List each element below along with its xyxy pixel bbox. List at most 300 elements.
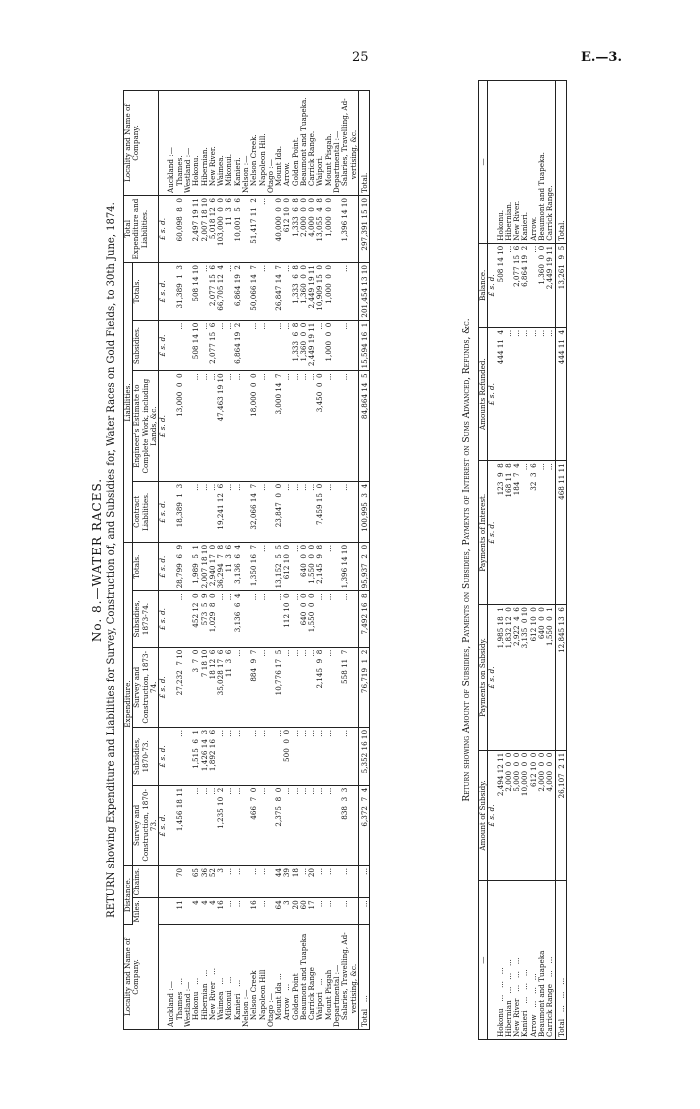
value-cell: 1,550 0 1 — [546, 605, 555, 751]
value-cell: ... — [325, 481, 333, 542]
col-header: Subsidies. — [133, 320, 159, 371]
table1-title: RETURN showing Expenditure and Liabilities for Survey, Construction of, and Subsidies for, Water Races on Gold Fields, to 30th June, 1874. — [106, 202, 117, 918]
value-cell: 4 — [192, 898, 200, 925]
value-cell: ... — [300, 647, 308, 727]
value-cell: 2,449 19 11 — [546, 243, 555, 327]
table2-title: Return showing Amount of Subsidies, Payments on Subsidies, Payments of Interest on Sums Advanced, Refunds, &c. — [462, 318, 472, 802]
col-header: — — [479, 881, 488, 1040]
value-cell: ... — [234, 371, 242, 481]
value-cell: 18,000 0 0 — [250, 371, 258, 481]
value-cell: 184 7 4 — [513, 461, 521, 605]
value-cell: ... — [275, 320, 283, 371]
value-cell: 1,235 10 2 — [217, 785, 225, 865]
value-cell: ... — [283, 320, 291, 371]
currency-label: £ s. d. — [488, 327, 497, 460]
locality-cell: Mount Pisgah — [323, 969, 333, 1027]
value-cell: ... — [225, 371, 233, 481]
value-cell: ... — [209, 481, 217, 542]
col-header: Subsidies, 1870-73. — [133, 727, 159, 785]
value-cell: 466 7 0 — [250, 785, 258, 865]
value-cell: ... — [201, 785, 209, 865]
value-cell: 884 9 7 — [250, 647, 258, 727]
locality-cell: Total ... ... ... — [555, 881, 566, 1040]
locality-cell: Nelson :— — [240, 989, 250, 1027]
value-cell: 3,450 0 0 — [316, 371, 324, 481]
value-cell: 838 3 3 — [341, 785, 358, 865]
value-cell: ... — [316, 320, 324, 371]
section-title: No. 8.—WATER RACES. — [90, 477, 104, 643]
value-cell: 444 11 4 — [555, 327, 566, 460]
value-cell: 11 3 6 — [225, 542, 233, 590]
value-cell: 2,007 18 10 — [201, 196, 209, 263]
currency-label: £ s. d. — [159, 263, 168, 321]
value-cell: ... — [300, 865, 308, 897]
value-cell: ... — [538, 327, 546, 460]
value-cell: ... — [234, 647, 242, 727]
locality-cell-right: Hokonu. — [497, 81, 505, 244]
value-cell: 51,417 11 2 — [250, 196, 258, 263]
value-cell: ... — [225, 263, 233, 321]
value-cell: ... — [217, 591, 225, 647]
value-cell: ... — [530, 327, 538, 460]
value-cell: ... — [225, 898, 233, 925]
value-cell: 1,396 14 10 — [341, 196, 358, 263]
value-cell: 6,372 7 4 — [358, 785, 369, 865]
value-cell: ... — [234, 727, 242, 785]
value-cell: 1,550 0 0 — [308, 591, 316, 647]
locality-cell: Kanieri ... — [232, 979, 242, 1027]
value-cell: 103,000 0 0 — [217, 196, 225, 263]
value-cell: ... — [283, 481, 291, 542]
value-cell: 1,000 0 0 — [325, 263, 333, 321]
value-cell: ... — [521, 327, 529, 460]
locality-cell-right: Otago :— — [267, 91, 275, 196]
value-cell: 444 11 4 — [497, 327, 505, 460]
value-cell: 11 3 6 — [225, 196, 233, 263]
group-distance: Distance. — [124, 865, 133, 924]
value-cell: ... — [225, 481, 233, 542]
value-cell: 2,077 15 6 — [513, 243, 521, 327]
value-cell: 39 — [283, 865, 291, 897]
locality-cell-right: Westland :— — [184, 91, 192, 196]
value-cell: 12,845 13 6 — [555, 605, 566, 751]
locality-cell: Hibernian ... — [199, 969, 209, 1027]
value-cell: 2,497 19 11 — [192, 196, 200, 263]
value-cell: ... — [234, 481, 242, 542]
value-cell: ... — [300, 371, 308, 481]
locality-cell: Hokonu ... ... ... — [495, 967, 505, 1037]
value-cell: ... — [341, 481, 358, 542]
value-cell: 2,375 8 0 — [275, 785, 283, 865]
value-cell: ... — [259, 898, 267, 925]
value-cell: 1,333 6 8 — [292, 263, 300, 321]
locality-cell-right: Total. — [555, 81, 566, 244]
value-cell: ... — [259, 591, 267, 647]
value-cell: 2,449 19 11 — [308, 263, 316, 321]
value-cell: ... — [530, 243, 538, 327]
value-cell: 13,000 0 0 — [176, 371, 184, 481]
value-cell: 1,515 6 1 — [192, 727, 200, 785]
locality-cell-right: Golden Point. — [292, 91, 300, 196]
value-cell: 36 — [201, 865, 209, 897]
value-cell: 18 — [292, 865, 300, 897]
value-cell: ... — [225, 320, 233, 371]
value-cell — [184, 371, 192, 481]
currency-row — [159, 91, 168, 1030]
locality-cell-right: Waimea. — [217, 91, 225, 196]
value-cell: 15,594 16 1 — [358, 320, 369, 371]
value-cell: ... — [192, 371, 200, 481]
locality-cell-right: Auckland :— — [167, 91, 175, 196]
value-cell: ... — [316, 898, 324, 925]
currency-label: £ s. d. — [159, 481, 168, 542]
col-header: Balance. — [479, 243, 488, 327]
value-cell: ... — [259, 785, 267, 865]
locality-cell-right: Beaumont and Tuapeka. — [538, 81, 546, 244]
value-cell — [333, 371, 341, 481]
value-cell: 640 0 0 — [300, 542, 308, 590]
value-cell: ... — [300, 727, 308, 785]
locality-cell: Mount Ida ... — [274, 973, 284, 1027]
value-cell: 6,864 19 2 — [234, 263, 242, 321]
value-cell: ... — [225, 727, 233, 785]
value-cell: ... — [341, 371, 358, 481]
value-cell: 7 18 10 — [201, 647, 209, 727]
value-cell: 10,776 17 5 — [275, 647, 283, 727]
locality-cell: Nelson Creek — [249, 970, 259, 1027]
locality-cell-right: Arrow. — [530, 81, 538, 244]
value-cell: ... — [316, 591, 324, 647]
value-cell: ... — [538, 461, 546, 605]
value-cell: ... — [308, 647, 316, 727]
col-header: Survey and Construction, 1873-74. — [133, 647, 159, 727]
col-header: Totals. — [133, 263, 159, 321]
value-cell: ... — [201, 481, 209, 542]
value-cell: ... — [250, 591, 258, 647]
value-cell: ... — [201, 320, 209, 371]
locality-cell-right: Hibernian. — [201, 91, 209, 196]
table-row — [259, 91, 267, 1030]
value-cell: 18 12 6 — [209, 647, 217, 727]
value-cell: 64 — [275, 898, 283, 925]
table-row — [325, 91, 333, 1030]
value-cell: ... — [292, 591, 300, 647]
locality-cell: Carrick Range — [307, 967, 317, 1027]
value-cell: ... — [292, 481, 300, 542]
locality-cell-right: Mikonui. — [225, 91, 233, 196]
value-cell: ... — [308, 481, 316, 542]
value-cell: ... — [201, 371, 209, 481]
value-cell: 2,000 0 0 — [538, 750, 546, 881]
value-cell: 4 — [209, 898, 217, 925]
value-cell: 2,007 18 10 — [201, 542, 209, 590]
currency-label: £ s. d. — [488, 750, 497, 881]
group-liabilities: Liabilities. — [124, 263, 133, 543]
value-cell: 612 10 0 — [530, 605, 538, 751]
value-cell: ... — [316, 785, 324, 865]
value-cell: 60 — [300, 898, 308, 925]
value-cell: 1,360 0 0 — [300, 320, 308, 371]
subsidies-payments-table — [478, 80, 567, 1040]
value-cell: 13,261 9 5 — [555, 243, 566, 327]
value-cell: ... — [176, 320, 184, 371]
value-cell: 4,000 0 0 — [546, 750, 555, 881]
value-cell: 2,000 0 0 — [300, 196, 308, 263]
value-cell: ... — [259, 371, 267, 481]
value-cell: 4 — [201, 898, 209, 925]
value-cell: ... — [259, 542, 267, 590]
locality-cell-right: Hokonu. — [192, 91, 200, 196]
value-cell: ... — [308, 785, 316, 865]
value-cell: 47,463 19 10 — [217, 371, 225, 481]
value-cell: 3,136 6 4 — [234, 591, 242, 647]
value-cell: 612 10 0 — [283, 196, 291, 263]
locality-cell-right: Carrick Range. — [308, 91, 316, 196]
value-cell: ... — [341, 865, 358, 897]
locality-cell-right: Nelson Creek. — [250, 91, 258, 196]
value-cell: 95,937 2 0 — [358, 542, 369, 590]
value-cell: 297,391 15 10 — [358, 196, 369, 263]
locality-cell: Auckland :— — [166, 981, 176, 1027]
locality-cell-right: Nelson :— — [242, 91, 250, 196]
locality-cell-right: Arrow. — [283, 91, 291, 196]
value-cell: ... — [283, 647, 291, 727]
value-cell: ... — [341, 263, 358, 321]
currency-label: £ s. d. — [159, 727, 168, 785]
value-cell: ... — [316, 865, 324, 897]
locality-cell: Otago :— — [265, 993, 275, 1027]
col-header: Amount of Subsidy. — [479, 750, 488, 881]
col-header: — — [479, 81, 488, 244]
col-header: Payments of Interest. — [479, 461, 488, 605]
value-cell: 26,847 14 7 — [275, 263, 283, 321]
locality-cell: Arrow ... — [282, 983, 292, 1027]
locality-cell: Napoleon Hill — [257, 969, 267, 1027]
value-cell: ... — [250, 320, 258, 371]
value-cell: ... — [341, 898, 358, 925]
value-cell: ... — [259, 263, 267, 321]
value-cell: 66,705 12 4 — [217, 263, 225, 321]
group-expenditure: Expenditure. — [124, 542, 133, 865]
value-cell: 2,145 9 8 — [316, 542, 324, 590]
locality-cell: New River ... — [207, 967, 217, 1027]
value-cell: 508 14 10 — [497, 243, 505, 327]
value-cell: ... — [292, 371, 300, 481]
value-cell: ... — [259, 320, 267, 371]
value-cell: 7,459 15 0 — [316, 481, 324, 542]
value-cell: 7,492 16 8 — [358, 591, 369, 647]
value-cell: 60,098 8 0 — [176, 196, 184, 263]
table-row — [546, 81, 555, 1040]
locality-cell-right: Napoleon Hill. — [259, 91, 267, 196]
value-cell: 1,333 6 8 — [292, 320, 300, 371]
value-cell: ... — [300, 481, 308, 542]
currency-label: £ s. d. — [488, 243, 497, 327]
value-cell: ... — [292, 785, 300, 865]
value-cell: ... — [505, 243, 513, 327]
value-cell: ... — [325, 785, 333, 865]
value-cell: ... — [358, 865, 369, 897]
col-header: Payments on Subsidy. — [479, 605, 488, 751]
value-cell: ... — [234, 785, 242, 865]
col-header: Engineer's Estimate to Complete Work, including Lands, &c. — [133, 371, 159, 481]
value-cell: 50,066 14 7 — [250, 263, 258, 321]
value-cell: ... — [325, 647, 333, 727]
value-cell: ... — [283, 371, 291, 481]
locality-cell: Beaumont and Tuapeka — [536, 950, 546, 1037]
value-cell: ... — [259, 647, 267, 727]
col-total-exp-liab: Total Expenditure and Liabilities. — [124, 196, 159, 263]
value-cell: 19,241 12 6 — [217, 481, 225, 542]
value-cell: ... — [176, 591, 184, 647]
value-cell: 31,389 1 3 — [176, 263, 184, 321]
value-cell: 573 5 9 — [201, 591, 209, 647]
value-cell: ... — [325, 865, 333, 897]
value-cell: 6,864 19 2 — [234, 320, 242, 371]
value-cell: ... — [217, 320, 225, 371]
value-cell: 1,426 14 3 — [201, 727, 209, 785]
locality-cell-right: Kanieri. — [234, 91, 242, 196]
col-header: Amounts Refunded. — [479, 327, 488, 460]
col-locality-right: Locality and Name of Company. — [124, 91, 159, 196]
value-cell: 640 0 0 — [538, 605, 546, 751]
value-cell: 1,396 14 10 — [341, 542, 358, 590]
value-cell: 10,000 0 0 — [521, 750, 529, 881]
locality-cell: Salaries, Travelling, Ad- vertising, &c. — [340, 932, 358, 1021]
locality-cell-right: Mount Ida. — [275, 91, 283, 196]
subsidies-table-block — [462, 80, 567, 1040]
value-cell: ... — [513, 327, 521, 460]
locality-cell-right: Waipori. — [316, 91, 324, 196]
locality-cell-right: Departmental :— — [333, 91, 341, 196]
value-cell: 52 — [209, 865, 217, 897]
value-cell: 1,985 18 1 — [497, 605, 505, 751]
value-cell: 10,909 15 0 — [316, 263, 324, 321]
table-row — [250, 91, 258, 1030]
page-reference: E.—3. — [580, 50, 622, 65]
locality-cell: Hibernian ... ... ... — [503, 959, 513, 1037]
value-cell: 2,077 15 6 — [209, 263, 217, 321]
table-row — [358, 91, 369, 1030]
value-cell: ... — [176, 727, 184, 785]
value-cell: ... — [275, 591, 283, 647]
value-cell: ... — [225, 591, 233, 647]
value-cell: ... — [316, 727, 324, 785]
value-cell: 2,000 0 0 — [505, 750, 513, 881]
value-cell: 3,135 0 10 — [521, 605, 529, 751]
value-cell: 2,145 9 8 — [316, 647, 324, 727]
value-cell: ... — [325, 591, 333, 647]
currency-label: £ s. d. — [159, 647, 168, 727]
value-cell: 16 — [217, 898, 225, 925]
value-cell: 1,456 18 11 — [176, 785, 184, 865]
value-cell: ... — [292, 727, 300, 785]
value-cell: ... — [275, 727, 283, 785]
value-cell: 20 — [308, 865, 316, 897]
value-cell: ... — [341, 727, 358, 785]
col-header: Subsidies, 1873-74. — [133, 591, 159, 647]
value-cell: ... — [546, 461, 555, 605]
value-cell: 32 3 6 — [530, 461, 538, 605]
value-cell: 2,077 15 6 — [209, 320, 217, 371]
value-cell: 1,000 0 0 — [325, 320, 333, 371]
value-cell: 112 10 0 — [283, 591, 291, 647]
value-cell: ... — [292, 647, 300, 727]
value-cell: ... — [234, 865, 242, 897]
value-cell: 1,989 5 1 — [192, 542, 200, 590]
value-cell: 3,000 14 7 — [275, 371, 283, 481]
value-cell: 10,001 5 6 — [234, 196, 242, 263]
col-header: Survey and Construction, 1870-73. — [133, 785, 159, 865]
value-cell: ... — [341, 591, 358, 647]
value-cell: 508 14 10 — [192, 320, 200, 371]
locality-cell-right: Salaries, Travelling, Ad- vertising, &c. — [341, 91, 358, 196]
value-cell: 27,232 7 10 — [176, 647, 184, 727]
value-cell: 6,864 19 2 — [521, 243, 529, 327]
currency-label: £ s. d. — [159, 785, 168, 865]
value-cell: 612 10 0 — [283, 542, 291, 590]
value-cell: 3 7 0 — [192, 647, 200, 727]
table-row — [176, 91, 184, 1030]
page-number: 25 — [352, 50, 369, 65]
value-cell: 5,352 16 10 — [358, 727, 369, 785]
expenditure-table-block — [90, 90, 370, 1030]
locality-cell: Carrick Range ... ... — [545, 956, 555, 1037]
locality-cell: Beaumont and Tuapeka — [298, 933, 308, 1027]
value-cell: ... — [292, 542, 300, 590]
col-header: Contract Liabilities. — [133, 481, 159, 542]
locality-cell: Arrow ... ... ... — [528, 973, 538, 1037]
value-cell: 16 — [250, 898, 258, 925]
value-cell: 4,000 0 0 — [308, 196, 316, 263]
value-cell: 18,389 1 3 — [176, 481, 184, 542]
value-cell: 168 11 8 — [505, 461, 513, 605]
value-cell: 26,107 2 11 — [555, 750, 566, 881]
value-cell: 468 11 11 — [555, 461, 566, 605]
locality-cell: Waipori ... — [315, 978, 325, 1027]
locality-cell-right: Beaumont and Tuapeka. — [300, 91, 308, 196]
currency-label: £ s. d. — [159, 591, 168, 647]
table-row — [341, 91, 358, 1030]
value-cell: ... — [259, 727, 267, 785]
value-cell: 3,136 6 4 — [234, 542, 242, 590]
value-cell: ... — [201, 263, 209, 321]
value-cell: ... — [505, 327, 513, 460]
value-cell: 1,832 12 0 — [505, 605, 513, 751]
value-cell: 100,995 3 4 — [358, 481, 369, 542]
value-cell: ... — [325, 542, 333, 590]
value-cell: ... — [358, 898, 369, 925]
locality-cell: Westland :— — [182, 981, 192, 1027]
locality-cell-right: Total. — [358, 91, 369, 196]
locality-cell: Kanieri ... ... ... — [520, 969, 530, 1037]
locality-cell: Total ... — [358, 925, 369, 1030]
col-header: Miles. — [133, 898, 159, 925]
locality-cell: Hokonu ... — [191, 977, 201, 1027]
value-cell: 508 14 10 — [192, 263, 200, 321]
value-cell: 28,799 6 9 — [176, 542, 184, 590]
value-cell: ... — [259, 865, 267, 897]
value-cell: 13,055 4 8 — [316, 196, 324, 263]
locality-cell-right: Kanieri. — [521, 81, 529, 244]
value-cell: 3 — [283, 898, 291, 925]
locality-cell: Golden Point — [290, 973, 300, 1027]
currency-label: £ s. d. — [159, 196, 168, 263]
value-cell: ... — [259, 481, 267, 542]
value-cell: ... — [192, 481, 200, 542]
value-cell: 13,152 5 5 — [275, 542, 283, 590]
value-cell: 1,550 0 0 — [308, 542, 316, 590]
